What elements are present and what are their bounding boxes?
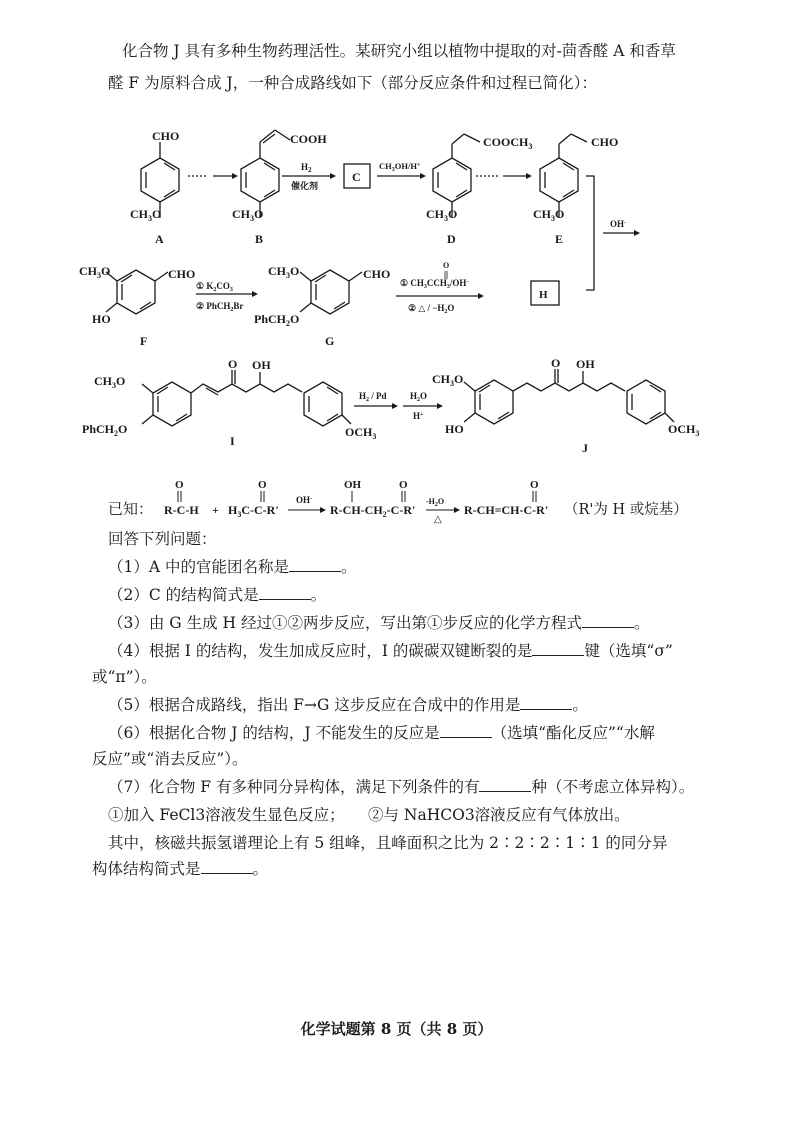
svg-text:O: O	[228, 357, 238, 371]
answer-blank-7[interactable]	[479, 777, 531, 792]
svg-text:已知：: 已知：	[108, 500, 154, 518]
svg-text:O: O	[258, 479, 267, 491]
intro-line-2: 醛 F 为原料合成 J，一种合成路线如下（部分反应条件和过程已简化）：	[108, 74, 598, 92]
svg-text:H: H	[539, 289, 548, 301]
svg-text:E: E	[555, 232, 564, 246]
svg-text:HO: HO	[92, 312, 111, 326]
answer-blank-5[interactable]	[520, 695, 572, 710]
question-6: （6）根据化合物 J 的结构，J 不能发生的反应是 （选填“酯化反应”“水解	[108, 724, 655, 742]
condition-1: ①加入 FeCl3溶液发生显色反应；	[108, 806, 345, 824]
svg-text:CH3OH/H+: $CH_3OH/H^+$	[379, 161, 421, 173]
svg-text:CHO: CHO	[168, 267, 196, 281]
svg-text:H2: $H_2$	[301, 162, 312, 174]
svg-text:CH3O: $CH_3O$	[432, 372, 464, 388]
svg-text:OH: OH	[576, 357, 595, 371]
svg-text:G: G	[325, 334, 335, 348]
svg-text:CH3O: $CH_3O$	[232, 207, 264, 223]
svg-text:F: F	[140, 334, 148, 348]
svg-text:OCH3: $OCH_3$	[345, 425, 377, 441]
svg-text:I: I	[230, 434, 235, 448]
svg-text:CHO: CHO	[363, 267, 391, 281]
svg-text:B: B	[255, 232, 264, 246]
svg-text:H2O: $H_2O$	[410, 391, 428, 403]
svg-text:CHO: CHO	[591, 135, 619, 149]
answer-blank-1[interactable]	[289, 557, 341, 572]
question-3: （3）由 G 生成 H 经过①②两步反应，写出第①步反应的化学方程式 。	[108, 614, 650, 632]
svg-text:① CH3CCH3/OH-: ① $CH_3CCH_3/OH^-$	[400, 278, 469, 290]
svg-text:O: O	[443, 261, 450, 270]
svg-text:+: +	[212, 503, 219, 517]
svg-text:H3C-C-R': $H_3C-C-R'$	[228, 503, 279, 519]
svg-text:CH3O: $CH_3O$	[426, 207, 458, 223]
svg-text:CH3O: $CH_3O$	[79, 264, 111, 280]
answer-blank-2[interactable]	[259, 585, 311, 600]
svg-text:PhCH2O: PhCH$_2$O	[254, 312, 300, 328]
questions-intro: 回答下列问题：	[108, 530, 217, 548]
svg-text:HO: HO	[445, 422, 464, 436]
svg-text:O: O	[175, 479, 184, 491]
svg-text:J: J	[582, 441, 588, 455]
nmr-line-1: 其中，核磁共振氢谱理论上有 5 组峰，且峰面积之比为 2∶2∶2∶1∶1 的同分异	[108, 834, 668, 852]
svg-text:-H2O: $-H_2O$	[426, 497, 445, 508]
svg-text:O: O	[551, 356, 561, 370]
svg-text:催化剂: 催化剂	[291, 181, 319, 191]
svg-text:PhCH2O: PhCH$_2$O	[82, 422, 128, 438]
page-footer: 化学试题第 8 页（共 8 页）	[300, 1020, 493, 1038]
svg-text:A: A	[155, 232, 164, 246]
svg-text:O: O	[399, 479, 408, 491]
answer-blank-3[interactable]	[582, 613, 634, 628]
svg-text:COOCH3: $COOCH_3$	[483, 135, 533, 151]
synthesis-scheme	[0, 0, 793, 470]
question-4: （4）根据 I 的结构，发生加成反应时，I 的碳碳双键断裂的是 键（选填“σ”	[108, 642, 673, 660]
svg-text:CH3O: $CH_3O$	[268, 264, 300, 280]
answer-blank-6[interactable]	[440, 723, 492, 738]
question-5: （5）根据合成路线，指出 F→G 这步反应在合成中的作用是 。	[108, 696, 588, 714]
svg-text:② PhCH2Br: ② PhCH$_2$Br	[196, 301, 244, 313]
question-6-cont: 反应”或“消去反应”）。	[92, 750, 248, 768]
svg-text:R-CH-CH2-C-R': $R-CH-CH_2-C-R'$	[330, 503, 416, 519]
nmr-line-2: 构体结构简式是 。	[92, 860, 269, 878]
svg-text:CH3O: $CH_3O$	[94, 374, 126, 390]
question-4-cont: 或“π”）。	[92, 668, 157, 686]
condition-2: ②与 NaHCO3溶液反应有气体放出。	[368, 806, 630, 824]
svg-text:R-C-H: R-C-H	[164, 503, 199, 517]
svg-text:② △ / −H2O: ② △ / $-H_2O$	[408, 303, 455, 315]
svg-text:△: △	[434, 514, 442, 524]
svg-text:H+: H+	[413, 411, 424, 421]
svg-text:① K2CO3: ① $K_2CO_3$	[196, 281, 233, 293]
svg-text:CH3O: $CH_3O$	[130, 207, 162, 223]
svg-text:OH-: OH-	[296, 495, 313, 505]
svg-text:CH3O: $CH_3O$	[533, 207, 565, 223]
svg-text:R-CH=CH-C-R': R-CH=CH-C-R'	[464, 503, 549, 517]
svg-text:（R'为 H 或烷基）: （R'为 H 或烷基）	[564, 502, 688, 518]
svg-text:D: D	[447, 232, 456, 246]
answer-blank-4[interactable]	[532, 641, 584, 656]
svg-text:COOH: COOH	[290, 132, 327, 146]
svg-text:OH-: OH-	[610, 219, 627, 229]
question-7: （7）化合物 F 有多种同分异构体，满足下列条件的有 种（不考虑立体异构）。	[108, 778, 695, 796]
svg-text:OH: OH	[344, 479, 362, 491]
a-cho: CHO	[152, 129, 180, 143]
question-2: （2）C 的结构简式是 。	[108, 586, 327, 604]
svg-text:OH: OH	[252, 358, 271, 372]
svg-text:O: O	[530, 479, 539, 491]
svg-text:OCH3: $OCH_3$	[668, 422, 700, 438]
svg-text:C: C	[352, 170, 361, 184]
intro-line-1: 化合物 J 具有多种生物药理活性。某研究小组以植物中提取的对-茴香醛 A 和香草	[122, 42, 676, 60]
question-1: （1）A 中的官能团名称是 。	[108, 558, 357, 576]
known-reaction	[108, 478, 748, 524]
svg-text:H2 / Pd: $H_2$ / Pd	[359, 391, 387, 403]
answer-blank-8[interactable]	[201, 859, 253, 874]
